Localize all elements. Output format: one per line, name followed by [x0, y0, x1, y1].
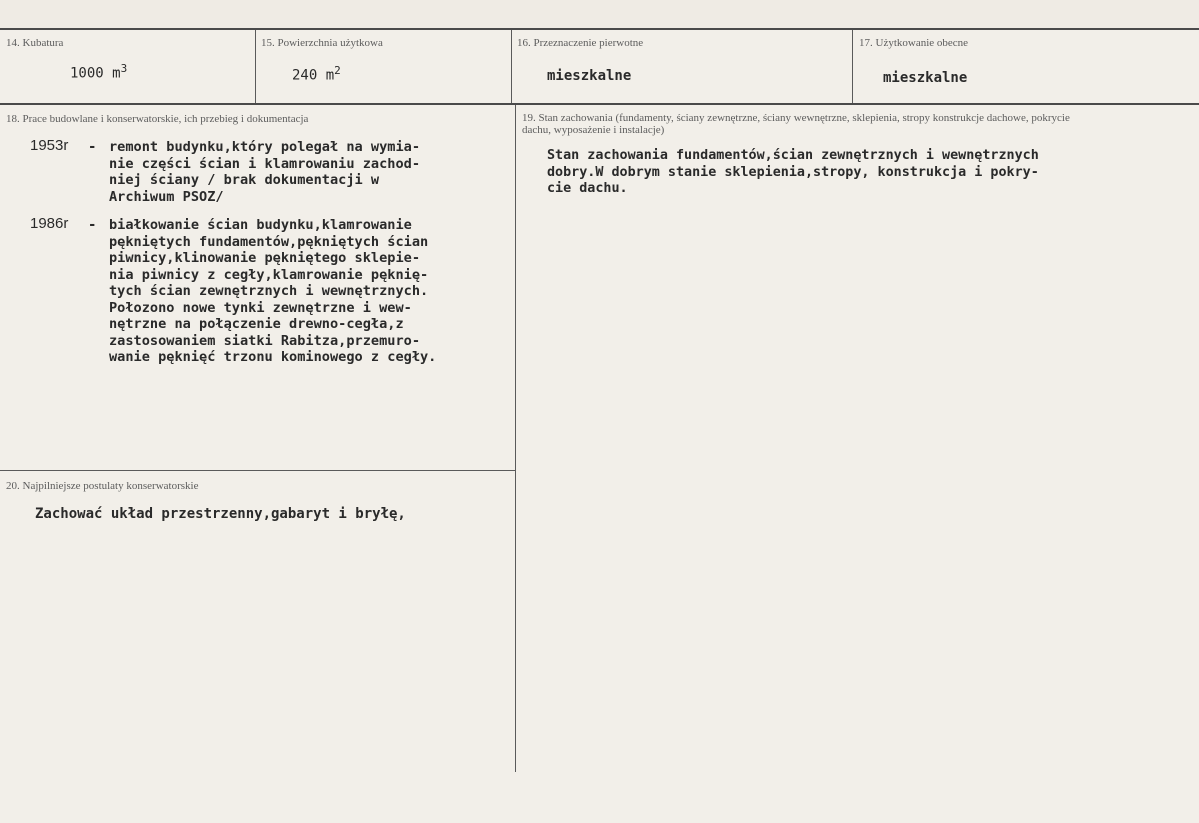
- entry-2-text: białkowanie ścian budynku,klamrowanie pękniętych fundamentów,pękniętych ścian piwnicy,klinowanie pękniętego sklepie- nia piwnicy z cegły,klamrowanie pęknię- tych ścian zewnętrznych i wewnętrznych. Połozono nowe tynki zewnętrzne i wew- nętrzne na połączenie drewno-cegła,z zastosowaniem siatki Rabitza,przemuro- wanie pęknięć trzonu kominowego z cegły.: [109, 217, 437, 365]
- field-15-label: 15. Powierzchnia użytkowa: [261, 37, 383, 49]
- field-16-label: 16. Przeznaczenie pierwotne: [517, 37, 644, 49]
- field-17-value: mieszkalne: [883, 70, 968, 86]
- field-16-value: mieszkalne: [547, 68, 632, 84]
- field-14-label: 14. Kubatura: [6, 37, 64, 49]
- entry-2-year: 1986r: [30, 215, 69, 232]
- field-14-number: 1000 m: [70, 65, 121, 82]
- divider-18-20: [0, 470, 515, 471]
- top-strip: [0, 0, 1199, 28]
- divider-16-17: [852, 30, 853, 103]
- field-19-text: Stan zachowania fundamentów,ścian zewnętrznych i wewnętrznych dobry.W dobrym stanie sklepienia,stropy, konstrukcja i pokry- cie dachu.: [547, 148, 1039, 196]
- entry-1-text: remont budynku,który polegał na wymia- nie części ścian i klamrowaniu zachod- niej ściany / brak dokumentacji w Archiwum PSOZ/: [109, 139, 420, 205]
- row1-bottom-border: [0, 103, 1199, 105]
- field-14-value: [70, 62, 127, 82]
- field-17-label: 17. Użytkowanie obecne: [859, 37, 969, 49]
- field-20-text: Zachować układ przestrzenny,gabaryt i bryłę,: [35, 506, 406, 522]
- field-15-number: 240 m: [292, 67, 335, 84]
- field-19-label: 19. Stan zachowania (fundamenty, ściany zewnętrzne, ściany wewnętrzne, sklepienia, stropy konstrukcje dachowe, pokrycie dachu, wyposażenie i instalacje): [522, 112, 1070, 136]
- field-15-value: [292, 64, 341, 84]
- field-18-label: 18. Prace budowlane i konserwatorskie, ich przebieg i dokumentacja: [6, 113, 309, 125]
- entry-2-dash: -: [88, 217, 97, 233]
- divider-18-19: [515, 105, 516, 772]
- top-border: [0, 28, 1199, 30]
- field-14-unit-sup: 3: [120, 62, 128, 75]
- divider-14-15: [255, 30, 256, 103]
- field-20-label: 20. Najpilniejsze postulaty konserwatorskie: [6, 480, 199, 492]
- entry-1-dash: -: [88, 139, 97, 155]
- divider-15-16: [511, 30, 512, 103]
- entry-1-year: 1953r: [30, 137, 69, 154]
- field-15-unit-sup: 2: [334, 64, 341, 77]
